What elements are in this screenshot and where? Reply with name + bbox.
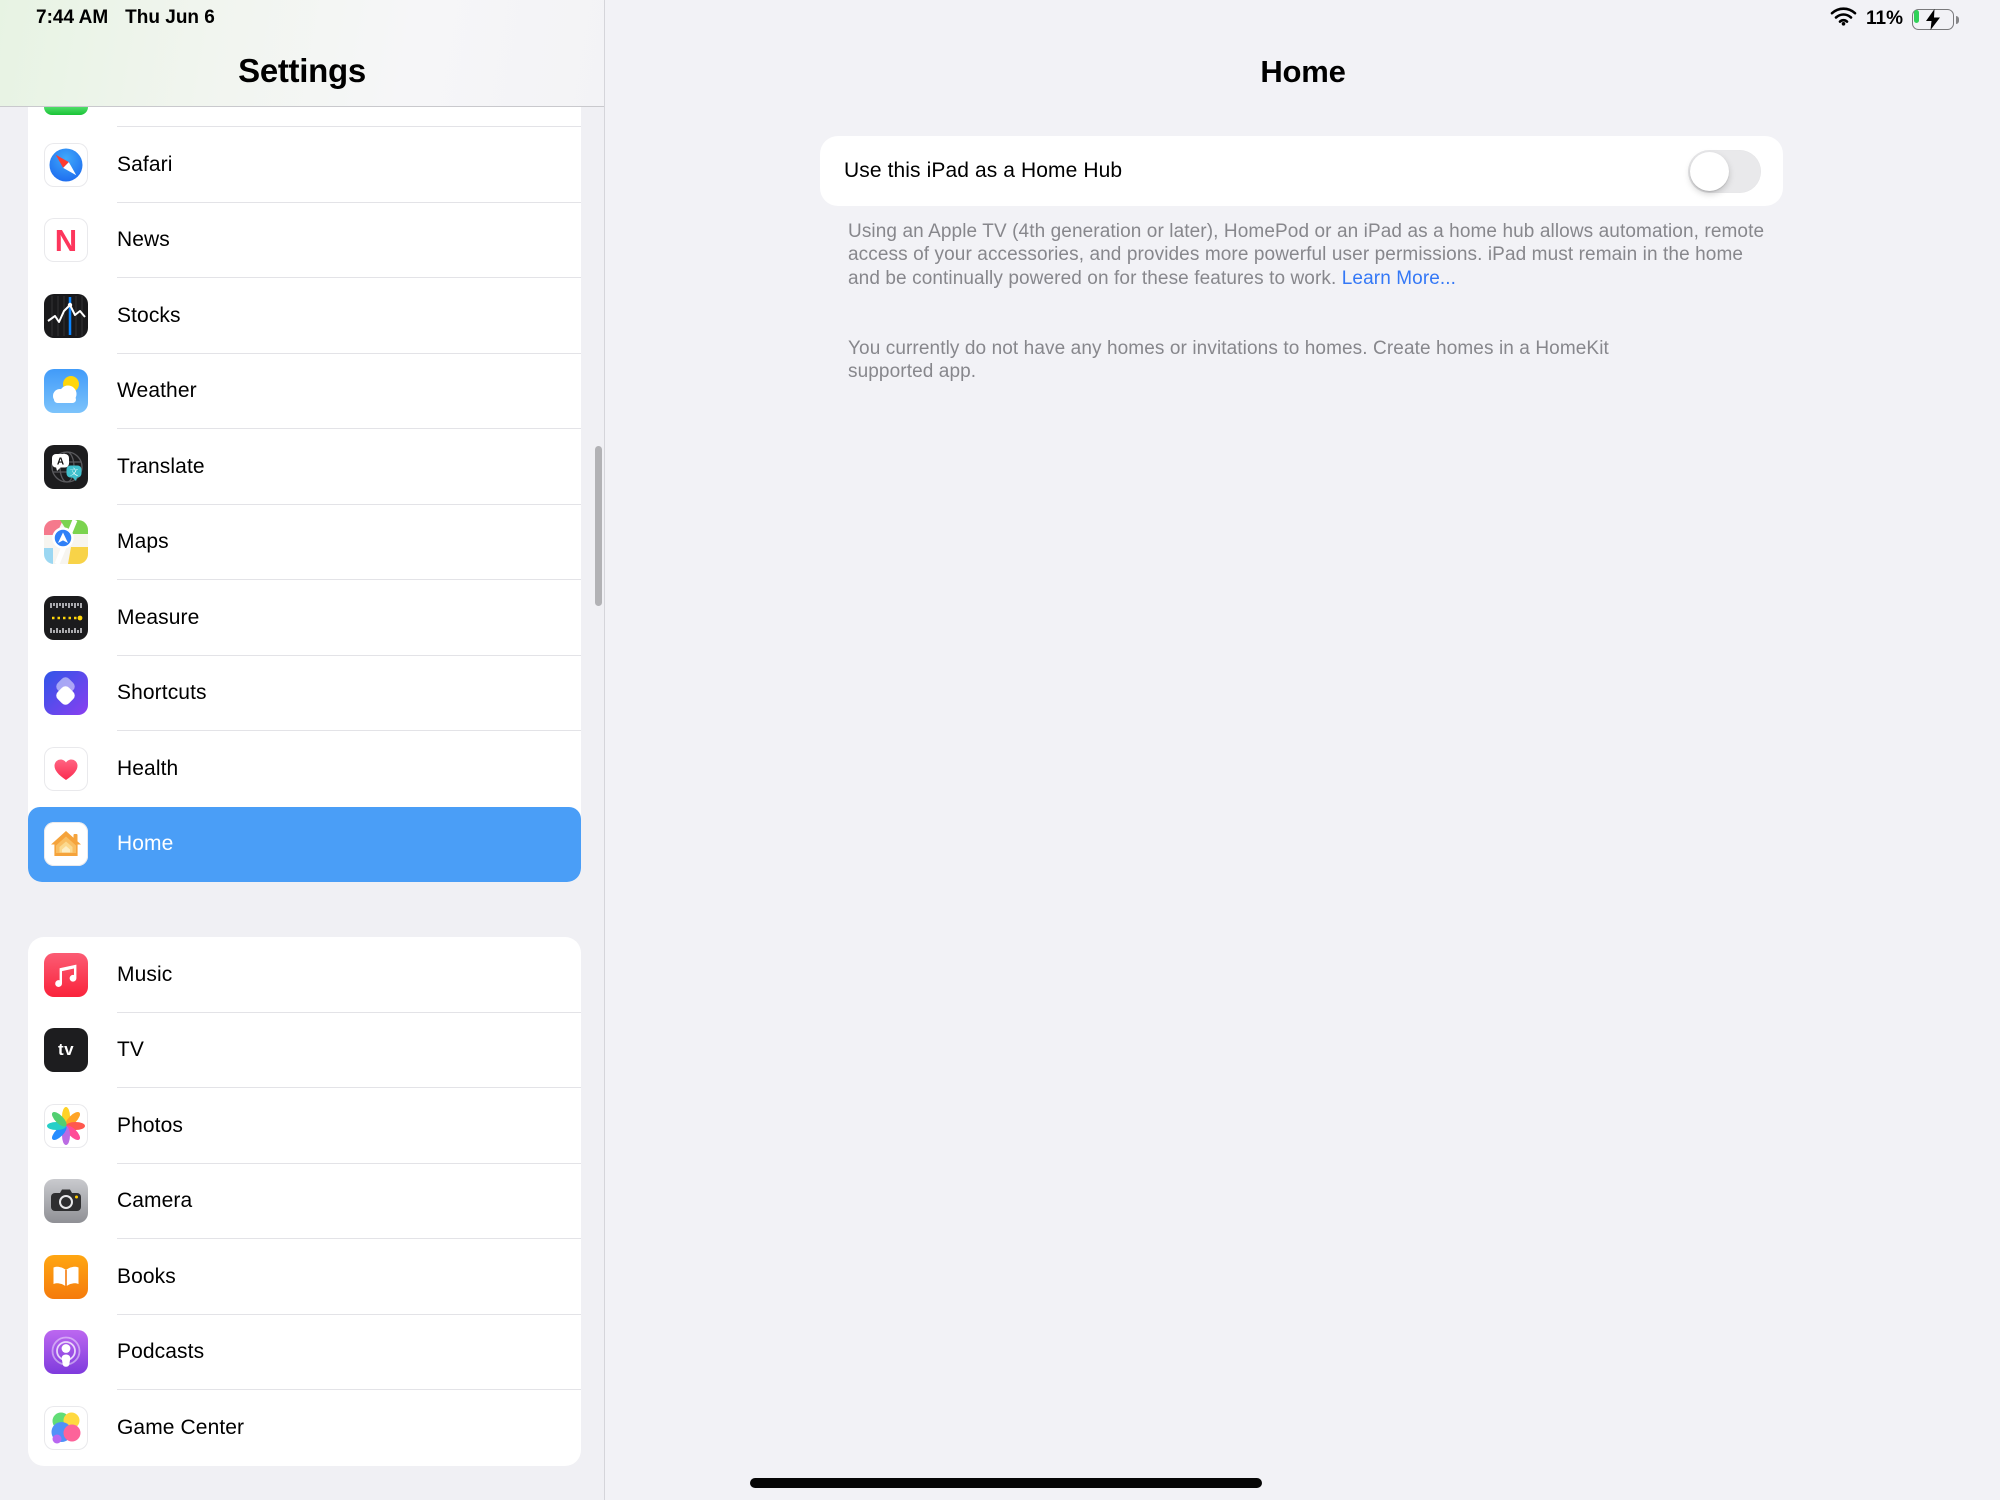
news-icon: N <box>44 218 88 262</box>
maps-icon <box>44 520 88 564</box>
stocks-icon <box>44 294 88 338</box>
sidebar-apps-card-1 <box>28 107 581 882</box>
home-hub-toggle[interactable] <box>1688 150 1761 193</box>
tv-icon: tv <box>44 1028 88 1072</box>
sidebar-item-tv[interactable] <box>28 1013 581 1089</box>
charging-bolt-icon <box>1921 7 1945 38</box>
sidebar-item-measure[interactable] <box>28 580 581 656</box>
home-hub-description-text: Using an Apple TV (4th generation or later), HomePod or an iPad as a home hub allows automation, remote access of your accessories, and provides more powerful user permissions. iPad must remain in the home and be continually powered on for these features to work. <box>848 221 1765 289</box>
sidebar-item-label: Shortcuts <box>117 681 207 705</box>
measure-icon <box>44 596 88 640</box>
home-settings-panel <box>606 0 2000 1500</box>
sidebar-item-safari[interactable] <box>28 127 581 203</box>
sidebar-item-stocks[interactable] <box>28 278 581 354</box>
photos-icon <box>44 1104 88 1148</box>
sidebar-item-label: Safari <box>117 152 173 176</box>
sidebar-scrollbar[interactable] <box>595 446 602 606</box>
sidebar-item-label: Game Center <box>117 1415 245 1439</box>
sidebar-item-camera[interactable] <box>28 1164 581 1240</box>
svg-text:文: 文 <box>69 467 79 478</box>
sidebar-item-books[interactable] <box>28 1239 581 1315</box>
settings-sidebar <box>0 0 605 1500</box>
sidebar-apps-card-2 <box>28 937 581 1466</box>
svg-text:A: A <box>56 456 65 468</box>
weather-icon <box>44 369 88 413</box>
music-icon <box>44 953 88 997</box>
sidebar-item-label: Music <box>117 962 173 986</box>
sidebar-item-translate[interactable] <box>28 429 581 505</box>
sidebar-item-game-center[interactable] <box>28 1390 581 1466</box>
battery-nub <box>1956 16 1959 24</box>
translate-icon <box>44 445 88 489</box>
sidebar-item-health[interactable] <box>28 731 581 807</box>
status-bar-left <box>36 7 215 29</box>
page-title: Home <box>1260 54 1346 89</box>
sidebar-item-label: News <box>117 228 170 252</box>
sidebar-item-label: Photos <box>117 1113 183 1137</box>
home-indicator[interactable] <box>750 1478 1262 1488</box>
home-hub-card <box>820 136 1783 206</box>
sidebar-item-label: Health <box>117 756 179 780</box>
sidebar-item-home[interactable] <box>28 807 581 883</box>
home-hub-description <box>848 220 1780 290</box>
sidebar-item-label: Stocks <box>117 303 181 327</box>
battery-fill <box>1914 10 1919 23</box>
sidebar-item-label: Maps <box>117 530 169 554</box>
status-time: 7:44 AM <box>36 7 109 28</box>
sidebar-item-label: Weather <box>117 379 197 403</box>
toggle-knob <box>1690 152 1729 191</box>
sidebar-title: Settings <box>238 52 366 89</box>
game-center-icon <box>44 1406 88 1450</box>
sidebar-item-label: Translate <box>117 454 205 478</box>
wifi-icon <box>1830 6 1857 32</box>
sidebar-item-photos[interactable] <box>28 1088 581 1164</box>
learn-more-link[interactable]: Learn More... <box>1341 267 1457 289</box>
sidebar-item-news[interactable] <box>28 203 581 279</box>
no-homes-note: You currently do not have any homes or invitations to homes. Create homes in a HomeKit supported app. <box>848 338 1609 383</box>
sidebar-item-partial[interactable] <box>28 107 581 127</box>
status-date: Thu Jun 6 <box>125 7 215 28</box>
podcasts-icon <box>44 1330 88 1374</box>
phone-icon-partial <box>44 107 88 115</box>
sidebar-item-label: Books <box>117 1264 176 1288</box>
sidebar-item-maps[interactable] <box>28 505 581 581</box>
sidebar-item-shortcuts[interactable] <box>28 656 581 732</box>
sidebar-item-label: Podcasts <box>117 1340 205 1364</box>
sidebar-item-label: Home <box>117 832 174 856</box>
status-bar-right <box>1830 6 1964 32</box>
battery-percent: 11% <box>1866 8 1903 29</box>
sidebar-item-label: TV <box>117 1038 145 1062</box>
sidebar-item-label: Measure <box>117 605 200 629</box>
camera-icon <box>44 1179 88 1223</box>
battery-icon <box>1912 8 1964 31</box>
sidebar-item-weather[interactable] <box>28 354 581 430</box>
home-hub-label: Use this iPad as a Home Hub <box>844 159 1123 182</box>
safari-icon <box>44 143 88 187</box>
home-icon <box>44 822 88 866</box>
sidebar-item-music[interactable] <box>28 937 581 1013</box>
sidebar-item-podcasts[interactable] <box>28 1315 581 1391</box>
sidebar-item-label: Camera <box>117 1189 193 1213</box>
shortcuts-icon <box>44 671 88 715</box>
books-icon <box>44 1255 88 1299</box>
health-icon <box>44 747 88 791</box>
